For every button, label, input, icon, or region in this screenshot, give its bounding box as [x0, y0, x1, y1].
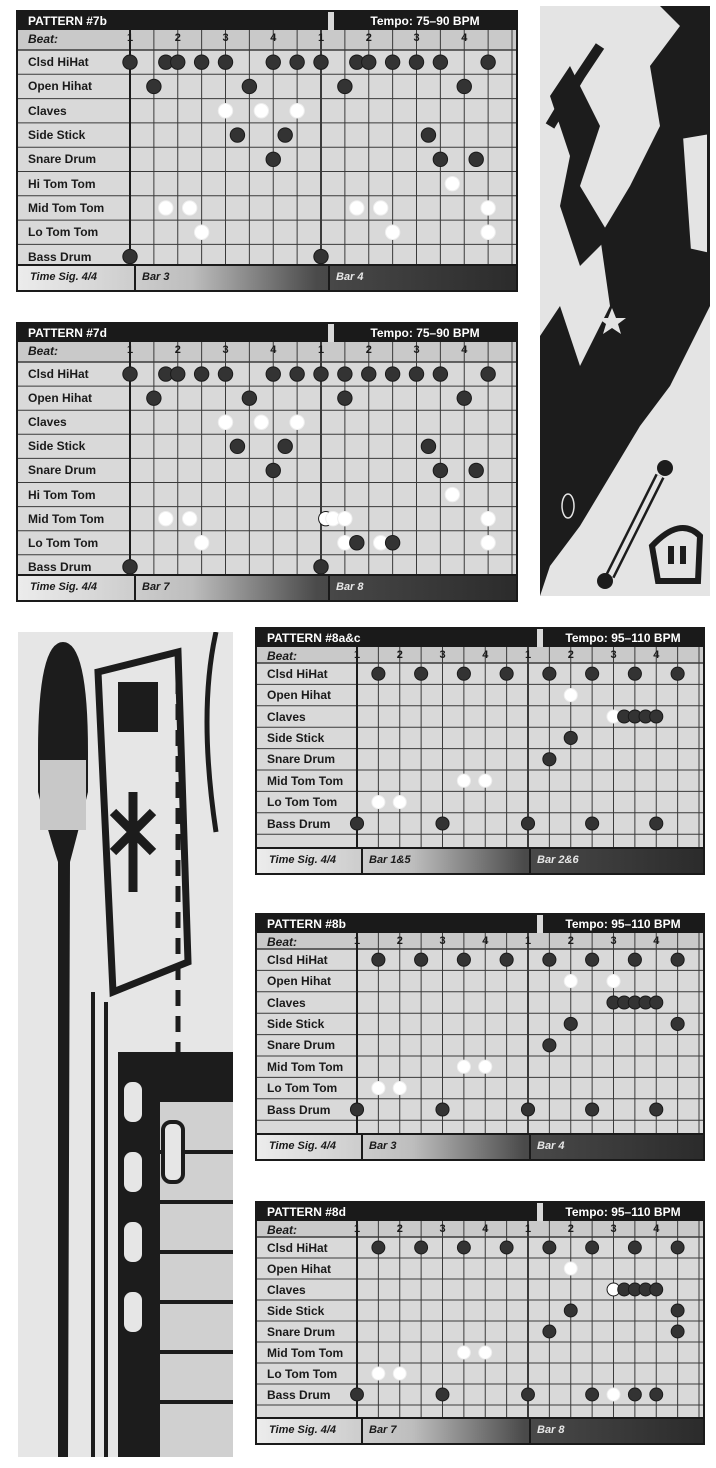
- beat-number: 4: [270, 32, 277, 44]
- bar-b-label: Bar 8: [537, 1424, 565, 1436]
- accent-note: [254, 104, 268, 118]
- beat-label: Beat:: [28, 344, 59, 358]
- hit-note: [362, 367, 376, 381]
- hit-note: [421, 439, 435, 453]
- beat-number: 3: [413, 32, 420, 44]
- instrument-label: Clsd HiHat: [28, 367, 89, 382]
- instrument-label: Lo Tom Tom: [28, 225, 99, 240]
- accent-note: [372, 796, 385, 809]
- beat-number: 4: [482, 649, 489, 661]
- hit-note: [433, 367, 447, 381]
- beat-number: 1: [127, 344, 134, 356]
- beat-number: 1: [354, 649, 361, 661]
- footer-divider: [134, 266, 136, 290]
- hit-note: [350, 817, 363, 830]
- tempo-label: Tempo: 75–90 BPM: [334, 12, 516, 30]
- hit-note: [481, 367, 495, 381]
- bar-a-label: Bar 1&5: [369, 854, 411, 866]
- footer-divider: [328, 576, 330, 600]
- footer-divider: [361, 1135, 363, 1159]
- accent-note: [372, 1082, 385, 1095]
- pattern-footer: [257, 1133, 703, 1159]
- hit-note: [266, 463, 280, 477]
- accent-note: [481, 225, 495, 239]
- hit-note: [415, 953, 428, 966]
- instrument-label: Hi Tom Tom: [28, 176, 96, 191]
- instrument-label: Bass Drum: [28, 559, 92, 574]
- hit-note: [586, 953, 599, 966]
- beat-number: 1: [127, 32, 134, 44]
- instrument-label: Lo Tom Tom: [267, 795, 338, 810]
- tempo-label: Tempo: 75–90 BPM: [334, 324, 516, 342]
- instrument-label: Mid Tom Tom: [28, 200, 105, 215]
- accent-note: [607, 975, 620, 988]
- hit-note: [372, 667, 385, 680]
- beat-label: Beat:: [267, 649, 298, 663]
- hit-note: [421, 128, 435, 142]
- hit-note: [564, 731, 577, 744]
- hit-note: [147, 79, 161, 93]
- instrument-label: Clsd HiHat: [28, 55, 89, 70]
- hit-note: [586, 1388, 599, 1401]
- instrument-label: Lo Tom Tom: [267, 1081, 338, 1096]
- instrument-label: Snare Drum: [267, 1324, 336, 1339]
- time-signature: Time Sig. 4/4: [269, 1140, 337, 1152]
- pattern-grid: [18, 12, 516, 290]
- hit-note: [415, 1241, 428, 1254]
- instrument-label: Clsd HiHat: [267, 1240, 328, 1255]
- hit-note: [314, 560, 328, 574]
- hit-note: [671, 1241, 684, 1254]
- hit-note: [338, 391, 352, 405]
- hit-note: [586, 1241, 599, 1254]
- hit-note: [372, 953, 385, 966]
- accent-note: [218, 415, 232, 429]
- hit-note: [586, 667, 599, 680]
- instrument-label: Clsd HiHat: [267, 952, 328, 967]
- pattern-title: PATTERN #8a&c: [257, 629, 537, 647]
- hit-note: [372, 1241, 385, 1254]
- hit-note: [290, 367, 304, 381]
- bar-a-label: Bar 7: [369, 1424, 397, 1436]
- hit-note: [230, 128, 244, 142]
- hit-note: [314, 55, 328, 69]
- instrument-label: Bass Drum: [267, 816, 331, 831]
- hit-note: [650, 1388, 663, 1401]
- instrument-label: Side Stick: [267, 1016, 325, 1031]
- instrument-label: Mid Tom Tom: [267, 1345, 344, 1360]
- footer-divider: [134, 576, 136, 600]
- hit-note: [409, 367, 423, 381]
- tempo-label: Tempo: 95–110 BPM: [543, 629, 703, 647]
- accent-note: [373, 201, 387, 215]
- accent-note: [481, 201, 495, 215]
- bar-b-label: Bar 2&6: [537, 854, 579, 866]
- beat-row: [257, 647, 703, 663]
- hit-note: [543, 1241, 556, 1254]
- time-signature: Time Sig. 4/4: [269, 854, 337, 866]
- hit-note: [350, 1103, 363, 1116]
- hit-note: [123, 367, 137, 381]
- pattern-7d-chart: [16, 322, 518, 602]
- accent-note: [290, 415, 304, 429]
- beat-number: 3: [413, 344, 420, 356]
- hit-note: [671, 1017, 684, 1030]
- instrument-label: Bass Drum: [267, 1387, 331, 1402]
- beat-number: 4: [653, 1223, 660, 1235]
- accent-note: [372, 1367, 385, 1380]
- beat-number: 2: [396, 649, 403, 661]
- beat-number: 3: [439, 649, 446, 661]
- hit-note: [385, 55, 399, 69]
- hit-note: [433, 463, 447, 477]
- beat-number: 2: [365, 32, 372, 44]
- hit-note: [314, 367, 328, 381]
- beat-number: 2: [365, 344, 372, 356]
- beat-label: Beat:: [267, 935, 298, 949]
- instrument-label: Side Stick: [28, 439, 86, 454]
- time-signature: Time Sig. 4/4: [30, 271, 98, 283]
- hit-note: [350, 536, 364, 550]
- footer-divider: [361, 849, 363, 873]
- pattern-title: PATTERN #7b: [18, 12, 328, 30]
- hit-note: [433, 55, 447, 69]
- beat-number: 3: [439, 1223, 446, 1235]
- instrument-label: Bass Drum: [28, 249, 92, 264]
- beat-number: 3: [610, 1223, 617, 1235]
- accent-note: [479, 774, 492, 787]
- hit-note: [543, 753, 556, 766]
- hit-note: [650, 817, 663, 830]
- beat-number: 2: [396, 1223, 403, 1235]
- hit-note: [415, 667, 428, 680]
- hit-note: [218, 367, 232, 381]
- bar-a-label: Bar 3: [369, 1140, 397, 1152]
- hit-note: [521, 817, 534, 830]
- hit-note: [436, 1388, 449, 1401]
- accent-note: [564, 1262, 577, 1275]
- hit-note: [522, 1388, 535, 1401]
- hit-note: [266, 152, 280, 166]
- tempo-label: Tempo: 95–110 BPM: [543, 915, 703, 933]
- hit-note: [469, 463, 483, 477]
- hit-note: [671, 953, 684, 966]
- accent-note: [457, 1346, 470, 1359]
- beat-number: 4: [482, 1223, 489, 1235]
- accent-note: [564, 975, 577, 988]
- beat-number: 1: [318, 32, 325, 44]
- hit-note: [218, 55, 232, 69]
- beat-number: 3: [222, 344, 229, 356]
- hit-note: [457, 1241, 470, 1254]
- footer-divider: [529, 1419, 531, 1443]
- beat-number: 3: [610, 935, 617, 947]
- hit-note: [433, 152, 447, 166]
- accent-note: [445, 487, 459, 501]
- pattern-title: PATTERN #8d: [257, 1203, 537, 1221]
- hit-note: [481, 55, 495, 69]
- hit-note: [385, 367, 399, 381]
- hit-note: [194, 55, 208, 69]
- hit-note: [650, 1103, 663, 1116]
- hit-note: [171, 367, 185, 381]
- hit-note: [586, 1103, 599, 1116]
- beat-number: 2: [174, 32, 181, 44]
- accent-note: [457, 1060, 470, 1073]
- pattern-8d-chart: [255, 1201, 705, 1445]
- hit-note: [521, 1103, 534, 1116]
- hit-note: [290, 55, 304, 69]
- beat-label: Beat:: [28, 32, 59, 46]
- pattern-footer: [18, 574, 516, 600]
- beat-number: 2: [567, 1223, 574, 1235]
- beat-number: 4: [653, 649, 660, 661]
- bar-a-label: Bar 3: [142, 271, 170, 283]
- hit-note: [123, 249, 137, 263]
- hit-note: [500, 953, 513, 966]
- accent-note: [254, 415, 268, 429]
- accent-note: [481, 536, 495, 550]
- accent-note: [479, 1346, 492, 1359]
- hit-note: [543, 1039, 556, 1052]
- instrument-label: Snare Drum: [28, 463, 97, 478]
- hit-note: [351, 1388, 364, 1401]
- pattern-footer: [257, 1417, 703, 1443]
- beat-number: 3: [610, 649, 617, 661]
- footer-divider: [529, 1135, 531, 1159]
- pattern-7b-chart: [16, 10, 518, 292]
- hit-note: [650, 996, 663, 1009]
- beat-row: [18, 342, 516, 362]
- beat-number: 4: [482, 935, 489, 947]
- hit-note: [409, 55, 423, 69]
- accent-note: [393, 1082, 406, 1095]
- beat-number: 2: [174, 344, 181, 356]
- hit-note: [266, 55, 280, 69]
- footer-divider: [361, 1419, 363, 1443]
- accent-note: [445, 176, 459, 190]
- beat-number: 3: [439, 935, 446, 947]
- beat-number: 1: [354, 1223, 361, 1235]
- pattern-grid: [257, 915, 703, 1159]
- dancer-artwork: [540, 6, 710, 596]
- hit-note: [278, 128, 292, 142]
- hit-note: [314, 249, 328, 263]
- guitar-artwork: [18, 632, 233, 1457]
- hit-note: [650, 710, 663, 723]
- instrument-label: Hi Tom Tom: [28, 487, 96, 502]
- pattern-title: PATTERN #7d: [18, 324, 328, 342]
- pattern-grid: [18, 324, 516, 600]
- beat-row: [257, 1221, 703, 1237]
- hit-note: [543, 1325, 556, 1338]
- hit-note: [338, 367, 352, 381]
- accent-note: [350, 201, 364, 215]
- instrument-label: Mid Tom Tom: [28, 511, 105, 526]
- accent-note: [194, 536, 208, 550]
- instrument-label: Open Hihat: [28, 391, 93, 406]
- instrument-label: Claves: [28, 415, 67, 430]
- instrument-label: Snare Drum: [267, 752, 336, 767]
- instrument-label: Claves: [267, 1282, 306, 1297]
- dancing-figure-icon: [540, 6, 710, 596]
- hit-note: [628, 953, 641, 966]
- hit-note: [671, 1304, 684, 1317]
- accent-note: [194, 225, 208, 239]
- hit-note: [628, 1241, 641, 1254]
- hit-note: [628, 667, 641, 680]
- hit-note: [469, 152, 483, 166]
- hit-note: [457, 391, 471, 405]
- time-signature: Time Sig. 4/4: [30, 581, 98, 593]
- hit-note: [266, 367, 280, 381]
- instrument-label: Side Stick: [28, 128, 86, 143]
- instrument-label: Mid Tom Tom: [267, 1059, 344, 1074]
- hit-note: [147, 391, 161, 405]
- accent-note: [479, 1060, 492, 1073]
- hit-note: [362, 55, 376, 69]
- beat-number: 4: [270, 344, 277, 356]
- footer-divider: [529, 849, 531, 873]
- beat-number: 1: [318, 344, 325, 356]
- bar-b-label: Bar 4: [336, 271, 364, 283]
- guitar-amp-icon: [18, 632, 233, 1457]
- instrument-label: Snare Drum: [28, 152, 97, 167]
- hit-note: [671, 1325, 684, 1338]
- beat-number: 4: [653, 935, 660, 947]
- hit-note: [123, 55, 137, 69]
- footer-divider: [328, 266, 330, 290]
- hit-note: [230, 439, 244, 453]
- beat-number: 2: [396, 935, 403, 947]
- instrument-label: Open Hihat: [267, 974, 332, 989]
- beat-number: 1: [354, 935, 361, 947]
- accent-note: [385, 225, 399, 239]
- accent-note: [481, 511, 495, 525]
- instrument-label: Claves: [267, 995, 306, 1010]
- hit-note: [543, 667, 556, 680]
- instrument-label: Open Hihat: [267, 1261, 332, 1276]
- hit-note: [242, 79, 256, 93]
- bar-b-label: Bar 8: [336, 581, 364, 593]
- pattern-grid: [257, 1203, 703, 1443]
- instrument-label: Bass Drum: [267, 1102, 331, 1117]
- hit-note: [278, 439, 292, 453]
- hit-note: [586, 817, 599, 830]
- accent-note: [159, 511, 173, 525]
- instrument-label: Lo Tom Tom: [28, 535, 99, 550]
- hit-note: [564, 1017, 577, 1030]
- beat-number: 2: [567, 935, 574, 947]
- hit-note: [171, 55, 185, 69]
- hit-note: [436, 1103, 449, 1116]
- accent-note: [290, 104, 304, 118]
- pattern-8b-chart: [255, 913, 705, 1161]
- hit-note: [564, 1304, 577, 1317]
- hit-note: [338, 79, 352, 93]
- instrument-label: Clsd HiHat: [267, 666, 328, 681]
- hit-note: [628, 1388, 641, 1401]
- hit-note: [194, 367, 208, 381]
- accent-note: [607, 1388, 620, 1401]
- hit-note: [123, 560, 137, 574]
- beat-row: [18, 30, 516, 50]
- instrument-label: Mid Tom Tom: [267, 773, 344, 788]
- bar-b-label: Bar 4: [537, 1140, 565, 1152]
- hit-note: [436, 817, 449, 830]
- accent-note: [182, 511, 196, 525]
- accent-note: [159, 201, 173, 215]
- hit-note: [457, 953, 470, 966]
- accent-note: [393, 796, 406, 809]
- hit-note: [385, 536, 399, 550]
- hit-note: [242, 391, 256, 405]
- pattern-8ac-chart: [255, 627, 705, 875]
- accent-note: [218, 104, 232, 118]
- hit-note: [500, 1241, 513, 1254]
- instrument-label: Open Hihat: [28, 79, 93, 94]
- accent-note: [338, 511, 352, 525]
- accent-note: [393, 1367, 406, 1380]
- beat-number: 2: [567, 649, 574, 661]
- hit-note: [671, 667, 684, 680]
- hit-note: [650, 1283, 663, 1296]
- hit-note: [543, 953, 556, 966]
- beat-number: 1: [525, 1223, 532, 1235]
- instrument-label: Side Stick: [267, 730, 325, 745]
- beat-number: 4: [461, 344, 468, 356]
- beat-label: Beat:: [267, 1223, 298, 1237]
- accent-note: [564, 689, 577, 702]
- instrument-label: Lo Tom Tom: [267, 1366, 338, 1381]
- hit-note: [500, 667, 513, 680]
- time-signature: Time Sig. 4/4: [269, 1424, 337, 1436]
- instrument-label: Snare Drum: [267, 1038, 336, 1053]
- beat-number: 4: [461, 32, 468, 44]
- beat-number: 1: [525, 935, 532, 947]
- beat-number: 1: [525, 649, 532, 661]
- pattern-grid: [257, 629, 703, 873]
- instrument-label: Open Hihat: [267, 688, 332, 703]
- hit-note: [457, 79, 471, 93]
- beat-row: [257, 933, 703, 949]
- pattern-footer: [257, 847, 703, 873]
- instrument-label: Claves: [28, 103, 67, 118]
- pattern-title: PATTERN #8b: [257, 915, 537, 933]
- accent-note: [182, 201, 196, 215]
- bar-a-label: Bar 7: [142, 581, 170, 593]
- instrument-label: Claves: [267, 709, 306, 724]
- hit-note: [457, 667, 470, 680]
- beat-number: 3: [222, 32, 229, 44]
- instrument-label: Side Stick: [267, 1303, 325, 1318]
- pattern-footer: [18, 264, 516, 290]
- accent-note: [457, 774, 470, 787]
- tempo-label: Tempo: 95–110 BPM: [543, 1203, 703, 1221]
